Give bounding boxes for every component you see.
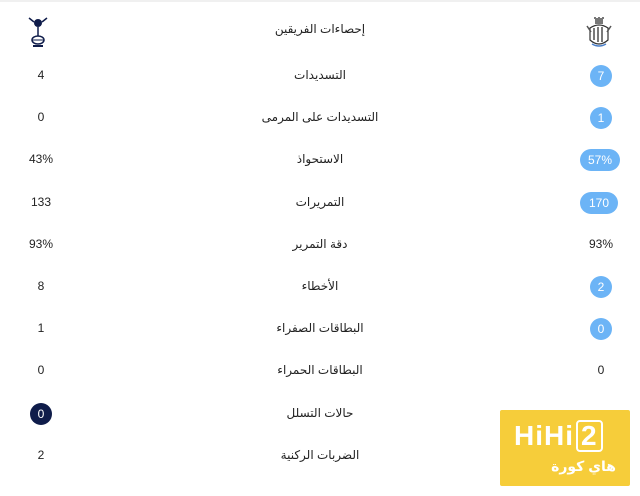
stat-row (0, 181, 640, 223)
page-title: إحصاءات الفريقين (274, 22, 366, 36)
away-stat-value: 0 (30, 403, 52, 425)
stat-label: البطاقات الصفراء (276, 321, 364, 336)
away-stat-value: 0 (37, 363, 45, 378)
stat-row (0, 349, 640, 391)
stat-label: الاستحواذ (296, 152, 344, 167)
stat-label: التمريرات (295, 194, 345, 209)
stat-row (0, 138, 640, 180)
stat-row (0, 265, 640, 307)
stat-label: البطاقات الحمراء (277, 363, 363, 378)
watermark-subtitle: هاي كورة (551, 458, 616, 474)
top-divider (0, 0, 640, 2)
home-stat-value: 2 (590, 276, 612, 298)
stat-row (0, 307, 640, 349)
stats-header (0, 8, 640, 54)
away-stat-value: 133 (30, 194, 52, 209)
home-stat-value: 7 (590, 65, 612, 87)
away-stat-value: 0 (37, 110, 45, 125)
stat-label: الضربات الركنية (280, 447, 360, 462)
stat-label: الأخطاء (301, 278, 339, 293)
stat-label: التسديدات على المرمى (261, 110, 379, 125)
away-stat-value: 2 (37, 447, 45, 462)
home-stat-value: 0 (590, 318, 612, 340)
home-stat-value: 1 (590, 107, 612, 129)
stat-label: التسديدات (294, 68, 346, 82)
away-stat-value: 93% (28, 236, 54, 251)
away-stat-value: 8 (37, 278, 45, 293)
newcastle-crest-icon (584, 14, 614, 50)
stat-row (0, 96, 640, 138)
stat-row (0, 223, 640, 265)
stat-label: دقة التمرير (292, 236, 348, 251)
home-stat-value: 57% (580, 149, 620, 171)
home-stat-value: 0 (597, 363, 605, 378)
stat-label: حالات التسلل (286, 405, 354, 420)
away-stat-value: 4 (37, 68, 45, 82)
home-stat-value: 170 (580, 192, 618, 214)
away-stat-value: 43% (28, 152, 54, 167)
watermark-brand: HiHi 2 (514, 420, 603, 452)
away-stat-value: 1 (37, 321, 45, 336)
stat-row (0, 54, 640, 96)
home-stat-value: 93% (588, 236, 614, 251)
hihi2-watermark-logo (500, 410, 630, 486)
